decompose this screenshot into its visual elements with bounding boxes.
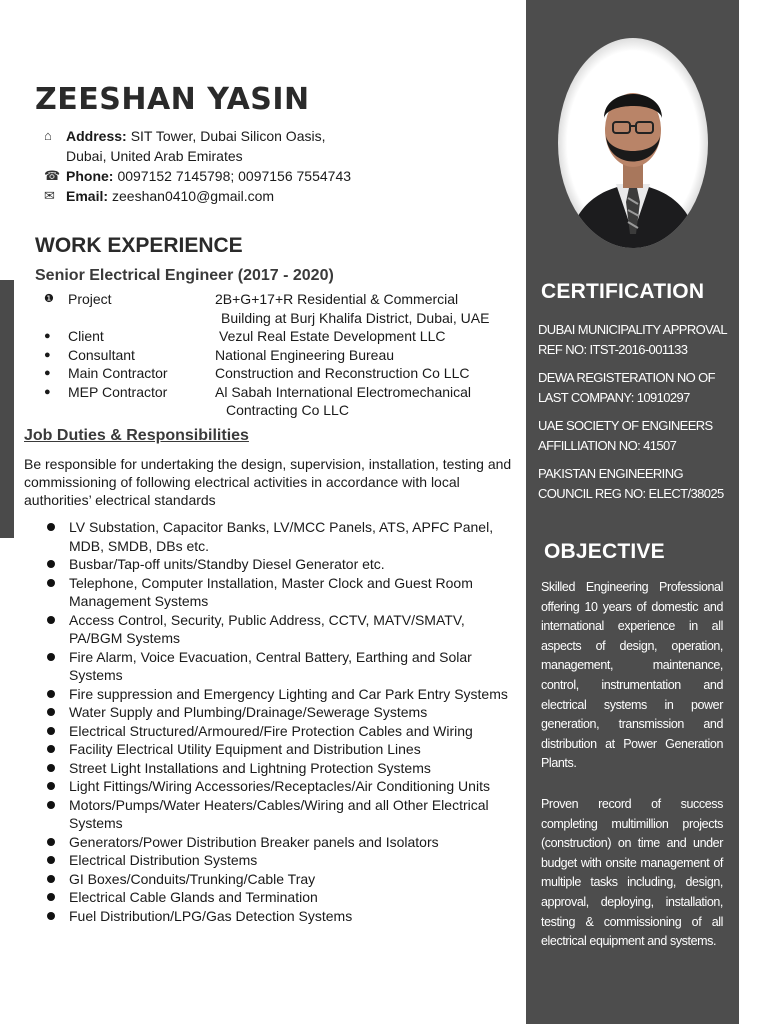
- list-item: Facility Electrical Utility Equipment and Distribution Lines: [46, 740, 516, 759]
- address-row: [44, 126, 514, 146]
- certification-list: [538, 320, 733, 512]
- objective-paragraph: Proven record of success completing multimillion projects (construction) on time and under budget with onsite management of multiple tasks including, design, approval, deploying, installation, testing & commissioning of all electrical equipment and systems.: [541, 796, 723, 949]
- phone-row: [44, 166, 514, 186]
- mep-contractor-row: [44, 383, 514, 402]
- certification-heading: CERTIFICATION: [541, 280, 705, 303]
- certification-item: UAE SOCIETY OF ENGINEERS AFFILLIATION NO: 41507: [538, 418, 713, 453]
- list-item: Busbar/Tap-off units/Standby Diesel Generator etc.: [46, 555, 516, 574]
- email-label: Email:: [66, 188, 109, 204]
- duties-list: [46, 518, 516, 925]
- project-value: 2B+G+17+R Residential & Commercial: [215, 291, 459, 307]
- list-item: Access Control, Security, Public Address, CCTV, MATV/SMATV, PA/BGM Systems: [46, 611, 516, 648]
- main-contractor-row: [44, 364, 514, 383]
- list-item: Light Fittings/Wiring Accessories/Receptacles/Air Conditioning Units: [46, 777, 516, 796]
- certification-item: DUBAI MUNICIPALITY APPROVAL REF NO: ITST-2016-001133: [538, 322, 727, 357]
- mep-contractor-value-cont: Contracting Co LLC: [226, 402, 349, 418]
- job-title: Senior Electrical Engineer (2017 - 2020): [35, 267, 334, 284]
- main-contractor-value: Construction and Reconstruction Co LLC: [215, 365, 470, 381]
- list-item: Fire suppression and Emergency Lighting and Car Park Entry Systems: [46, 685, 516, 704]
- envelope-icon: ✉: [44, 188, 55, 203]
- duties-intro: Be responsible for undertaking the design, supervision, installation, testing and commissioning of following electrical activities in accordance with local authorities’ electrical standards: [24, 456, 512, 508]
- certification-item: PAKISTAN ENGINEERING COUNCIL REG NO: ELECT/38025: [538, 466, 724, 501]
- drop-bullet-icon: ●: [44, 330, 51, 342]
- candidate-name: ZEESHAN YASIN: [35, 82, 310, 117]
- email-value[interactable]: zeeshan0410@gmail.com: [112, 188, 275, 204]
- mep-contractor-value: Al Sabah International Electromechanical: [215, 383, 472, 400]
- objective-text: [541, 578, 723, 973]
- address-label: Address:: [66, 128, 127, 144]
- phone-icon: ☎: [44, 168, 61, 183]
- duties-heading: Job Duties & Responsibilities: [24, 427, 249, 444]
- phone-value[interactable]: 0097152 7145798; 0097156 7554743: [117, 168, 352, 184]
- project-key: Project: [68, 291, 112, 307]
- project-details: [44, 290, 514, 420]
- list-item: Electrical Cable Glands and Termination: [46, 888, 516, 907]
- work-experience-heading: WORK EXPERIENCE: [35, 234, 243, 257]
- drop-bullet-icon: ●: [44, 367, 51, 379]
- list-item: Electrical Structured/Armoured/Fire Protection Cables and Wiring: [46, 722, 516, 741]
- sidebar: [526, 0, 739, 1024]
- drop-bullet-icon: ●: [44, 348, 51, 361]
- consultant-key: Consultant: [68, 346, 135, 363]
- profile-portrait-icon: [558, 38, 708, 248]
- drop-bullet-icon: ●: [44, 385, 51, 398]
- info-bullet-icon: ❶: [44, 293, 54, 305]
- certification-item: DEWA REGISTERATION NO OF LAST COMPANY: 10910297: [538, 370, 716, 405]
- objective-paragraph: Skilled Engineering Professional offering 10 years of domestic and international experience in all aspects of design, operation, management, maintenance, control, instrumentation and electrical systems in power generation, transmission and distribution at Power Generation Plants.: [541, 580, 723, 771]
- list-item: GI Boxes/Conduits/Trunking/Cable Tray: [46, 870, 516, 889]
- mep-contractor-key: MEP Contractor: [68, 383, 168, 400]
- email-row: [44, 186, 514, 206]
- consultant-value: National Engineering Bureau: [215, 346, 395, 363]
- client-key: Client: [68, 328, 104, 344]
- main-contractor-key: Main Contractor: [68, 365, 168, 381]
- home-icon: ⌂: [44, 128, 52, 143]
- project-value-cont: Building at Burj Khalifa District, Dubai, UAE: [221, 309, 490, 326]
- list-item: Fire Alarm, Voice Evacuation, Central Battery, Earthing and Solar Systems: [46, 648, 516, 685]
- list-item: Electrical Distribution Systems: [46, 851, 516, 870]
- left-accent-tab: [0, 280, 14, 538]
- contact-block: [44, 126, 514, 206]
- project-row: [44, 290, 514, 309]
- phone-label: Phone:: [66, 168, 114, 184]
- address-row-2: [44, 146, 514, 166]
- address-line2: Dubai, United Arab Emirates: [66, 148, 243, 164]
- client-value: Vezul Real Estate Development LLC: [219, 328, 446, 344]
- client-row: [44, 327, 514, 346]
- list-item: Generators/Power Distribution Breaker panels and Isolators: [46, 833, 516, 852]
- list-item: Water Supply and Plumbing/Drainage/Sewerage Systems: [46, 703, 516, 722]
- list-item: Street Light Installations and Lightning Protection Systems: [46, 759, 516, 778]
- list-item: Telephone, Computer Installation, Master Clock and Guest Room Management Systems: [46, 574, 516, 611]
- consultant-row: [44, 346, 514, 365]
- objective-heading: OBJECTIVE: [544, 540, 665, 563]
- list-item: Motors/Pumps/Water Heaters/Cables/Wiring and all Other Electrical Systems: [46, 796, 516, 833]
- list-item: LV Substation, Capacitor Banks, LV/MCC Panels, ATS, APFC Panel, MDB, SMDB, DBs etc.: [46, 518, 516, 555]
- list-item: Fuel Distribution/LPG/Gas Detection Systems: [46, 907, 516, 926]
- profile-photo: [558, 38, 708, 248]
- address-line1: SIT Tower, Dubai Silicon Oasis,: [130, 128, 326, 144]
